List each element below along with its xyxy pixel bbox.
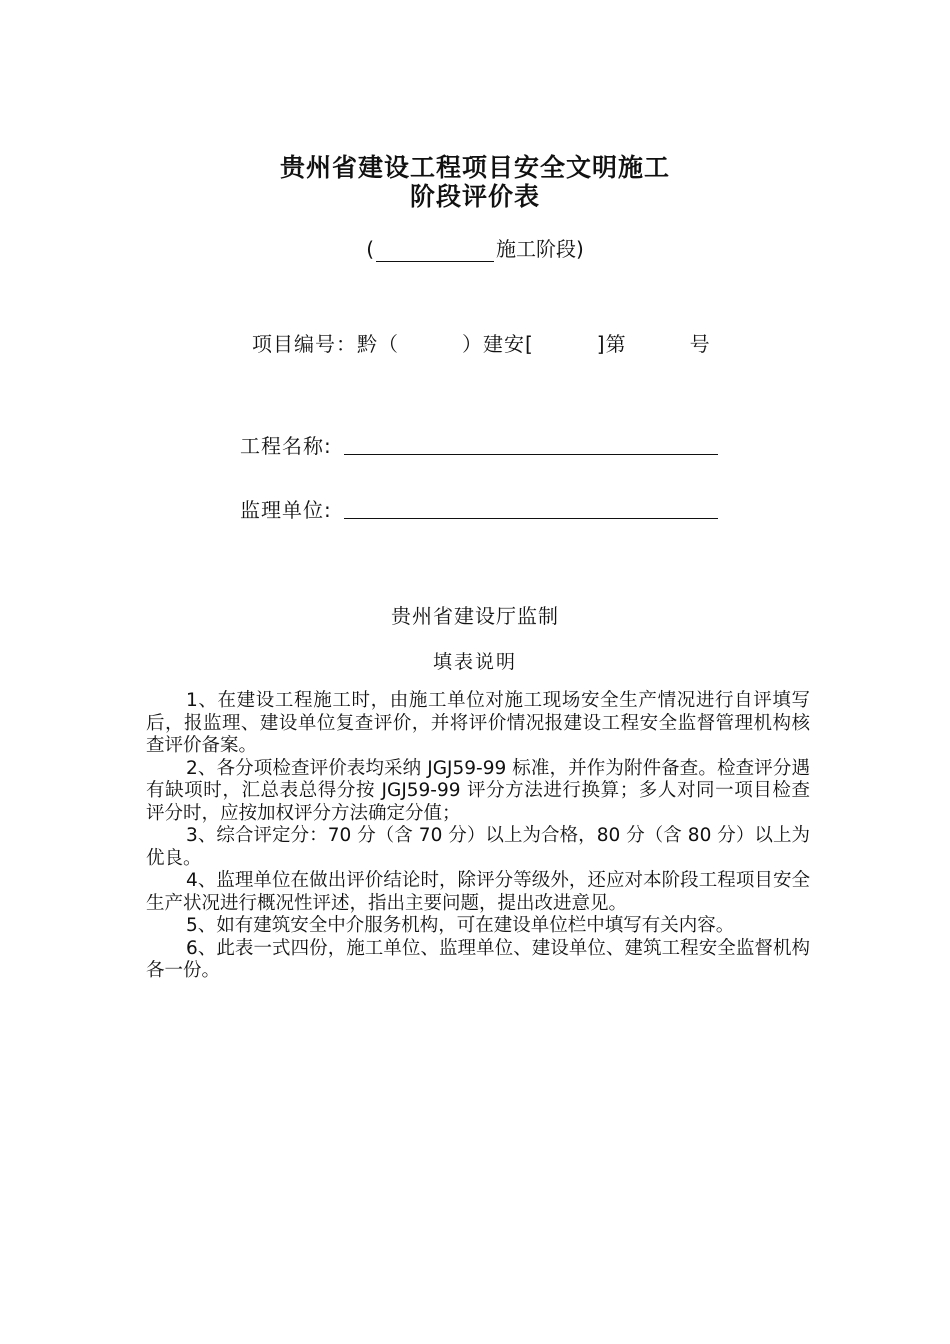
note-item: 1、在建设工程施工时，由施工单位对施工现场安全生产情况进行自评填写后，报监理、建设单位复查评价，并将评价情况报建设工程安全监督管理机构核查评价备案。	[146, 690, 810, 756]
issuer: 贵州省建设厅监制	[391, 604, 559, 628]
note-item: 2、各分项检查评价表均采纳 JGJ59-99 标准，并作为附件备查。检查评分遇有缺项时，汇总表总得分按 JGJ59-99 评分方法进行换算；多人对同一项目检查评分时，应按加权评分方法确定分值；	[146, 757, 810, 824]
note-item: 5、如有建筑安全中介服务机构，可在建设单位栏中填写有关内容。	[186, 915, 735, 936]
project-name-field	[240, 430, 332, 459]
title-line-1: 贵州省建设工程项目安全文明施工	[279, 153, 670, 182]
supervisor-blank	[344, 518, 718, 519]
stage-open-paren: (	[366, 237, 374, 261]
supervisor-label: 监理单位:	[240, 498, 332, 522]
project-name-blank	[344, 454, 718, 455]
supervisor-field	[240, 494, 332, 523]
title-line-2: 阶段评价表	[409, 182, 540, 211]
note-item: 4、监理单位在做出评价结论时，除评分等级外，还应对本阶段工程项目安全生产状况进行概况性评述，指出主要问题，提出改进意见。	[146, 870, 810, 914]
stage-label: 施工阶段)	[496, 237, 584, 261]
construction-stage-line	[0, 233, 950, 262]
stage-blank	[376, 239, 494, 262]
project-name-label: 工程名称:	[240, 434, 332, 458]
notes-list	[146, 690, 810, 983]
notes-title: 填表说明	[432, 651, 517, 673]
project-number: 项目编号：黔（ ）建安[ ]第 号	[252, 332, 711, 356]
note-item: 6、此表一式四份，施工单位、监理单位、建设单位、建筑工程安全监督机构各一份。	[146, 937, 810, 981]
note-item: 3、综合评定分：70 分（含 70 分）以上为合格，80 分（含 80 分）以上为优良。	[146, 825, 810, 869]
